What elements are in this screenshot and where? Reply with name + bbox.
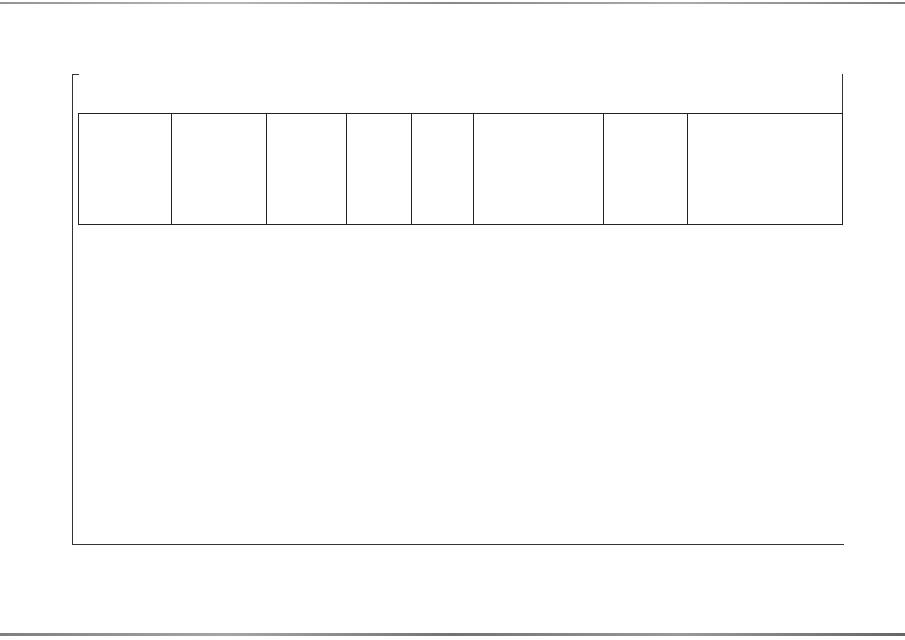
scan-edge-top [0,2,905,4]
header-forestry [172,114,267,225]
header-num [79,114,172,225]
header-row [79,114,843,225]
header-object [474,114,604,225]
frame-line [72,544,844,545]
header-quarter [347,114,412,225]
objects-table [78,113,843,225]
frame-line [72,74,73,544]
header-volume [688,114,843,225]
frame-line [842,74,843,114]
header-section [412,114,474,225]
frame-line [72,74,79,75]
header-district [267,114,347,225]
header-unit [604,114,688,225]
scan-edge-bottom [0,633,905,636]
